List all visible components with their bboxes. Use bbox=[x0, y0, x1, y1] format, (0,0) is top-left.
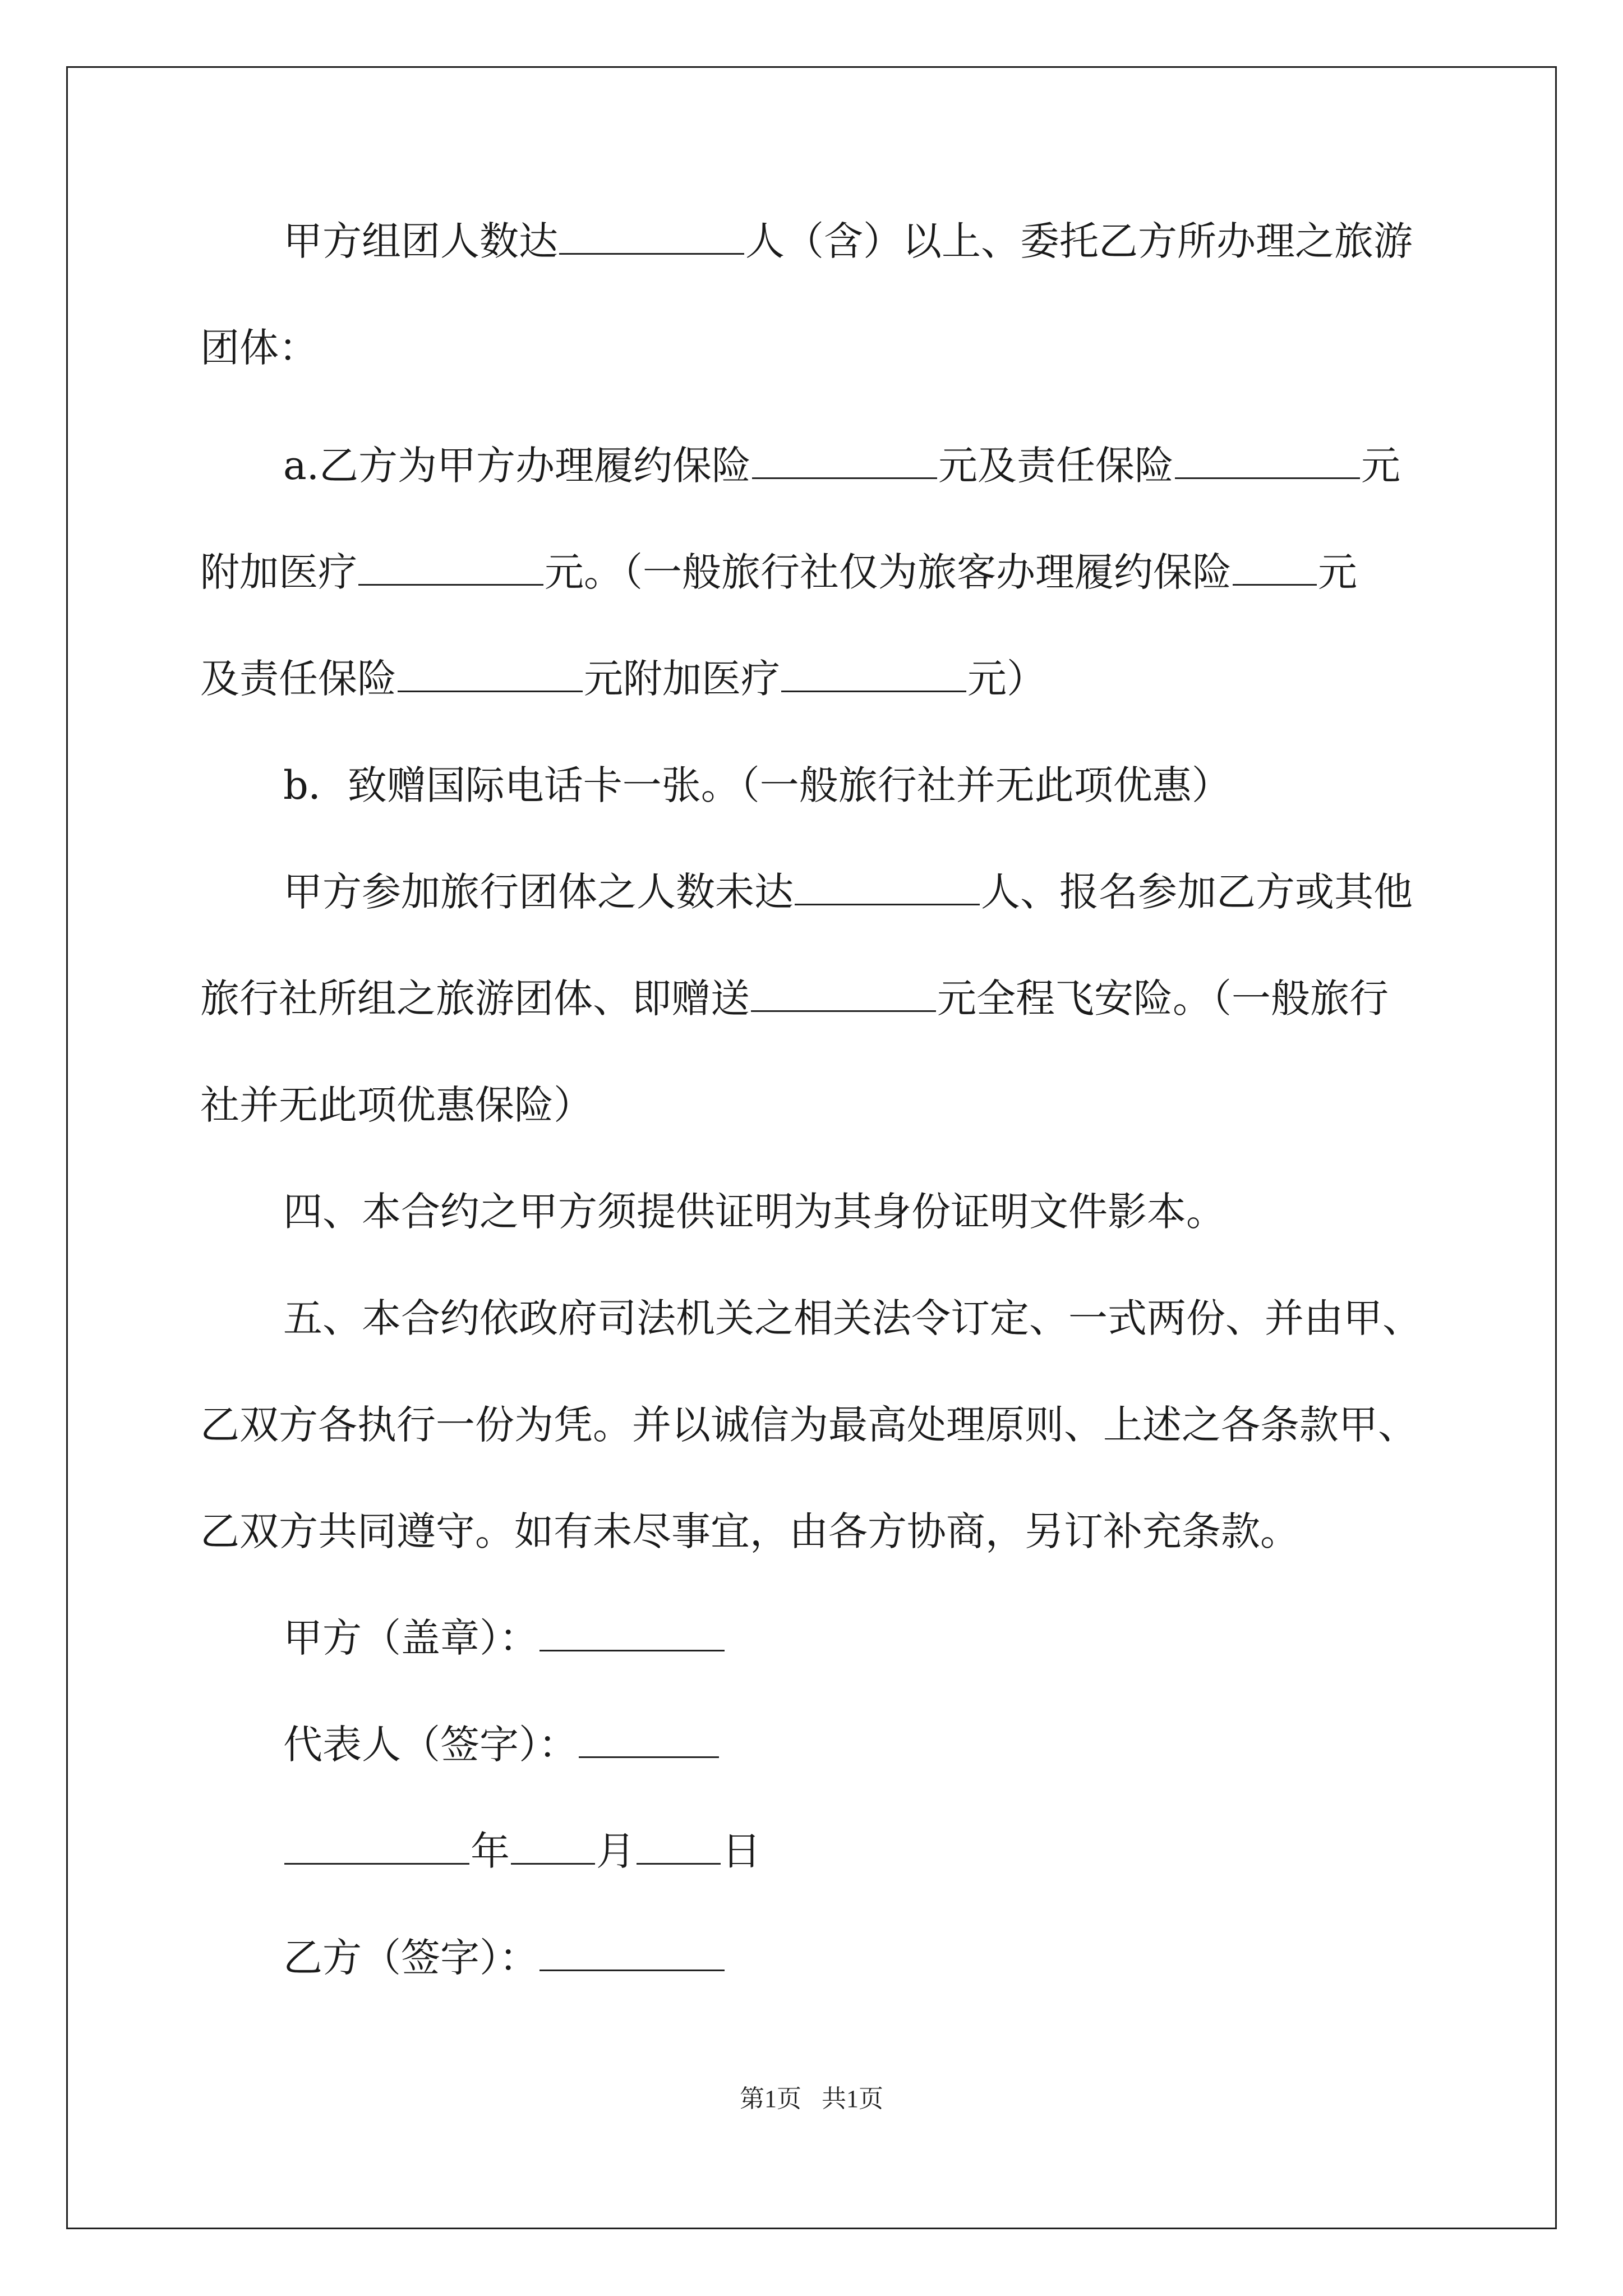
day-blank[interactable] bbox=[637, 1824, 721, 1865]
paragraph-group-size-cont bbox=[200, 320, 318, 376]
text-segment: 旅行社所组之旅游团体、即赠送 bbox=[200, 976, 750, 1022]
text-segment: 元） bbox=[967, 656, 1046, 702]
paragraph-clause-five bbox=[283, 1290, 1422, 1346]
text-segment: 代表人（签字）： bbox=[283, 1722, 578, 1768]
text-segment: 元全程飞安险。（一般旅行 bbox=[937, 976, 1389, 1022]
fill-blank[interactable] bbox=[752, 438, 937, 479]
month-blank[interactable] bbox=[511, 1824, 595, 1865]
text-segment: 五、本合约依政府司法机关之相关法令订定、一式两份、并由甲、 bbox=[283, 1295, 1422, 1341]
fill-blank[interactable] bbox=[795, 864, 980, 905]
text-segment: 四、本合约之甲方须提供证明为其身份证明文件影本。 bbox=[283, 1189, 1225, 1235]
fill-blank[interactable] bbox=[751, 971, 936, 1012]
fill-blank[interactable] bbox=[398, 651, 583, 692]
page-footer bbox=[0, 2078, 1623, 2114]
text-segment: 附加医疗 bbox=[200, 549, 357, 595]
paragraph-item-a-cont2 bbox=[200, 651, 1046, 707]
text-segment: 乙双方各执行一份为凭。并以诚信为最高处理原则、上述之各条款甲、 bbox=[200, 1402, 1417, 1448]
signature-representative bbox=[283, 1717, 720, 1773]
page-number: 第1页 bbox=[740, 2085, 801, 2113]
paragraph-clause-five-cont2 bbox=[200, 1503, 1299, 1559]
text-segment: 乙双方共同遵守。如有未尽事宜，由各方协商，另订补充条款。 bbox=[200, 1508, 1299, 1554]
text-segment: 元及责任保险 bbox=[938, 443, 1174, 489]
year-label: 年 bbox=[471, 1828, 510, 1874]
text-segment: 元。（一般旅行社仅为旅客办理履约保险 bbox=[545, 549, 1232, 595]
paragraph-insurance-cont1 bbox=[200, 970, 1389, 1027]
month-label: 月 bbox=[596, 1828, 635, 1874]
paragraph-item-b bbox=[283, 757, 1231, 813]
page-border bbox=[66, 66, 1557, 2229]
party-a-seal-blank[interactable] bbox=[540, 1611, 725, 1651]
signature-party-b bbox=[283, 1930, 726, 1986]
text-segment: a.乙方为甲方办理履约保险 bbox=[283, 443, 751, 489]
text-segment: 人（含）以上、委托乙方所办理之旅游 bbox=[745, 218, 1413, 264]
text-segment: 元 bbox=[1361, 443, 1400, 489]
paragraph-insurance bbox=[283, 864, 1413, 920]
party-b-signature-blank[interactable] bbox=[540, 1930, 725, 1971]
text-segment: 人、报名参加乙方或其他 bbox=[981, 869, 1413, 915]
paragraph-item-a-cont1 bbox=[200, 544, 1357, 600]
fill-blank[interactable] bbox=[1233, 545, 1317, 586]
text-segment: 甲方（盖章）： bbox=[283, 1615, 538, 1661]
text-segment: 甲方组团人数达 bbox=[283, 218, 558, 264]
year-blank[interactable] bbox=[284, 1824, 469, 1865]
fill-blank[interactable] bbox=[559, 214, 744, 255]
representative-signature-blank[interactable] bbox=[579, 1717, 719, 1758]
paragraph-insurance-cont2 bbox=[200, 1077, 593, 1133]
fill-blank[interactable] bbox=[781, 651, 966, 692]
text-segment: 及责任保险 bbox=[200, 656, 396, 702]
page-total: 共1页 bbox=[822, 2085, 883, 2113]
fill-blank[interactable] bbox=[1175, 438, 1360, 479]
fill-blank[interactable] bbox=[358, 545, 543, 586]
text-segment: 乙方（签字）： bbox=[283, 1935, 538, 1981]
paragraph-clause-five-cont1 bbox=[200, 1397, 1417, 1453]
text-segment: 元 bbox=[1318, 549, 1357, 595]
signature-party-a-seal bbox=[283, 1610, 726, 1666]
paragraph-group-size bbox=[283, 213, 1413, 269]
paragraph-item-a bbox=[283, 438, 1400, 494]
paragraph-clause-four bbox=[283, 1184, 1225, 1240]
text-segment: 社并无此项优惠保险） bbox=[200, 1082, 593, 1128]
day-label: 日 bbox=[722, 1828, 761, 1874]
text-segment: b．致赠国际电话卡一张。（一般旅行社并无此项优惠） bbox=[283, 762, 1231, 808]
text-segment: 元附加医疗 bbox=[584, 656, 780, 702]
signature-date bbox=[283, 1823, 761, 1879]
text-segment: 甲方参加旅行团体之人数未达 bbox=[283, 869, 794, 915]
text-segment: 团体： bbox=[200, 325, 318, 371]
